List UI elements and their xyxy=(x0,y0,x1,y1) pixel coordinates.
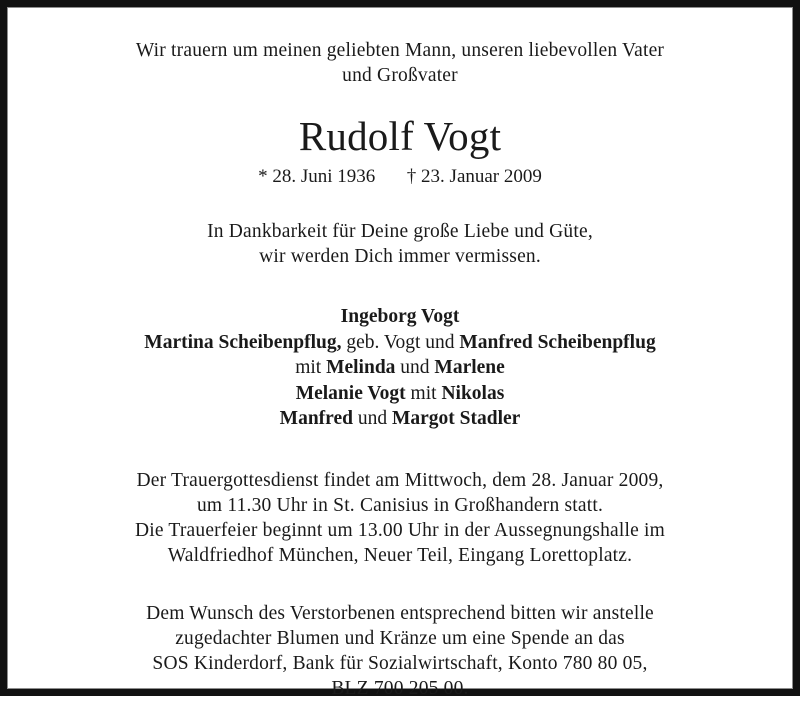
death-date: 23. Januar 2009 xyxy=(421,166,542,187)
intro-line: Wir trauern um meinen geliebten Mann, unseren liebevollen Vater xyxy=(135,40,665,61)
intro-line: und Großvater xyxy=(342,65,458,86)
birth-symbol-icon: * xyxy=(258,166,268,187)
memorial-verse xyxy=(48,219,752,269)
donation-line: Dem Wunsch des Verstorbenen entsprechend bitten wir anstelle xyxy=(146,602,654,624)
family-line xyxy=(48,330,752,356)
service-line: Die Trauerfeier beginnt um 13.00 Uhr in der Aussegnungshalle im xyxy=(134,519,666,541)
family-member-name: Nikolas xyxy=(441,382,505,404)
death-notice-inner-frame xyxy=(7,7,793,699)
donation-request xyxy=(48,601,752,701)
family-member-name: Melanie Vogt xyxy=(295,382,406,404)
cross-dagger-icon: † xyxy=(406,166,417,187)
service-details xyxy=(48,468,752,568)
verse-line: wir werden Dich immer vermissen. xyxy=(259,246,541,267)
family-line xyxy=(48,304,752,330)
family-connector-text: mit xyxy=(405,382,442,404)
family-connector-text: und xyxy=(352,408,392,429)
family-member-name: Manfred Scheibenpflug xyxy=(459,331,656,353)
family-member-name: Margot Stadler xyxy=(391,408,521,429)
family-connector-text: geb. Vogt und xyxy=(341,331,460,353)
family-member-name: Ingeborg Vogt xyxy=(340,306,460,327)
family-member-name: Martina Scheibenpflug, xyxy=(144,331,342,353)
family-member-name: Melinda xyxy=(326,357,396,378)
birth-date: 28. Juni 1936 xyxy=(272,166,376,187)
donation-line: BLZ 700 205 00. xyxy=(331,677,469,699)
intro-text xyxy=(48,38,752,88)
family-line xyxy=(48,355,752,381)
family-member-name: Marlene xyxy=(434,357,505,378)
deceased-name-block xyxy=(48,110,752,162)
family-line xyxy=(48,406,752,432)
verse-line: In Dankbarkeit für Deine große Liebe und Güte, xyxy=(207,221,593,242)
donation-line: SOS Kinderdorf, Bank für Sozialwirtschaft, Konto 780 80 05, xyxy=(152,652,648,674)
deceased-name: Rudolf Vogt xyxy=(298,113,502,159)
life-dates xyxy=(48,164,752,190)
donation-line: zugedachter Blumen und Kränze um eine Spende an das xyxy=(175,627,625,649)
service-line: um 11.30 Uhr in St. Canisius in Großhandern statt. xyxy=(196,494,604,516)
family-names-block xyxy=(48,304,752,432)
family-line xyxy=(48,381,752,407)
family-member-name: Manfred xyxy=(279,408,353,429)
service-line: Waldfriedhof München, Neuer Teil, Eingang Lorettoplatz. xyxy=(167,544,633,566)
service-line: Der Trauergottesdienst findet am Mittwoch, dem 28. Januar 2009, xyxy=(136,469,664,491)
life-dates-line xyxy=(48,164,752,190)
family-connector-text: mit xyxy=(295,357,327,378)
family-connector-text: und xyxy=(395,357,435,378)
